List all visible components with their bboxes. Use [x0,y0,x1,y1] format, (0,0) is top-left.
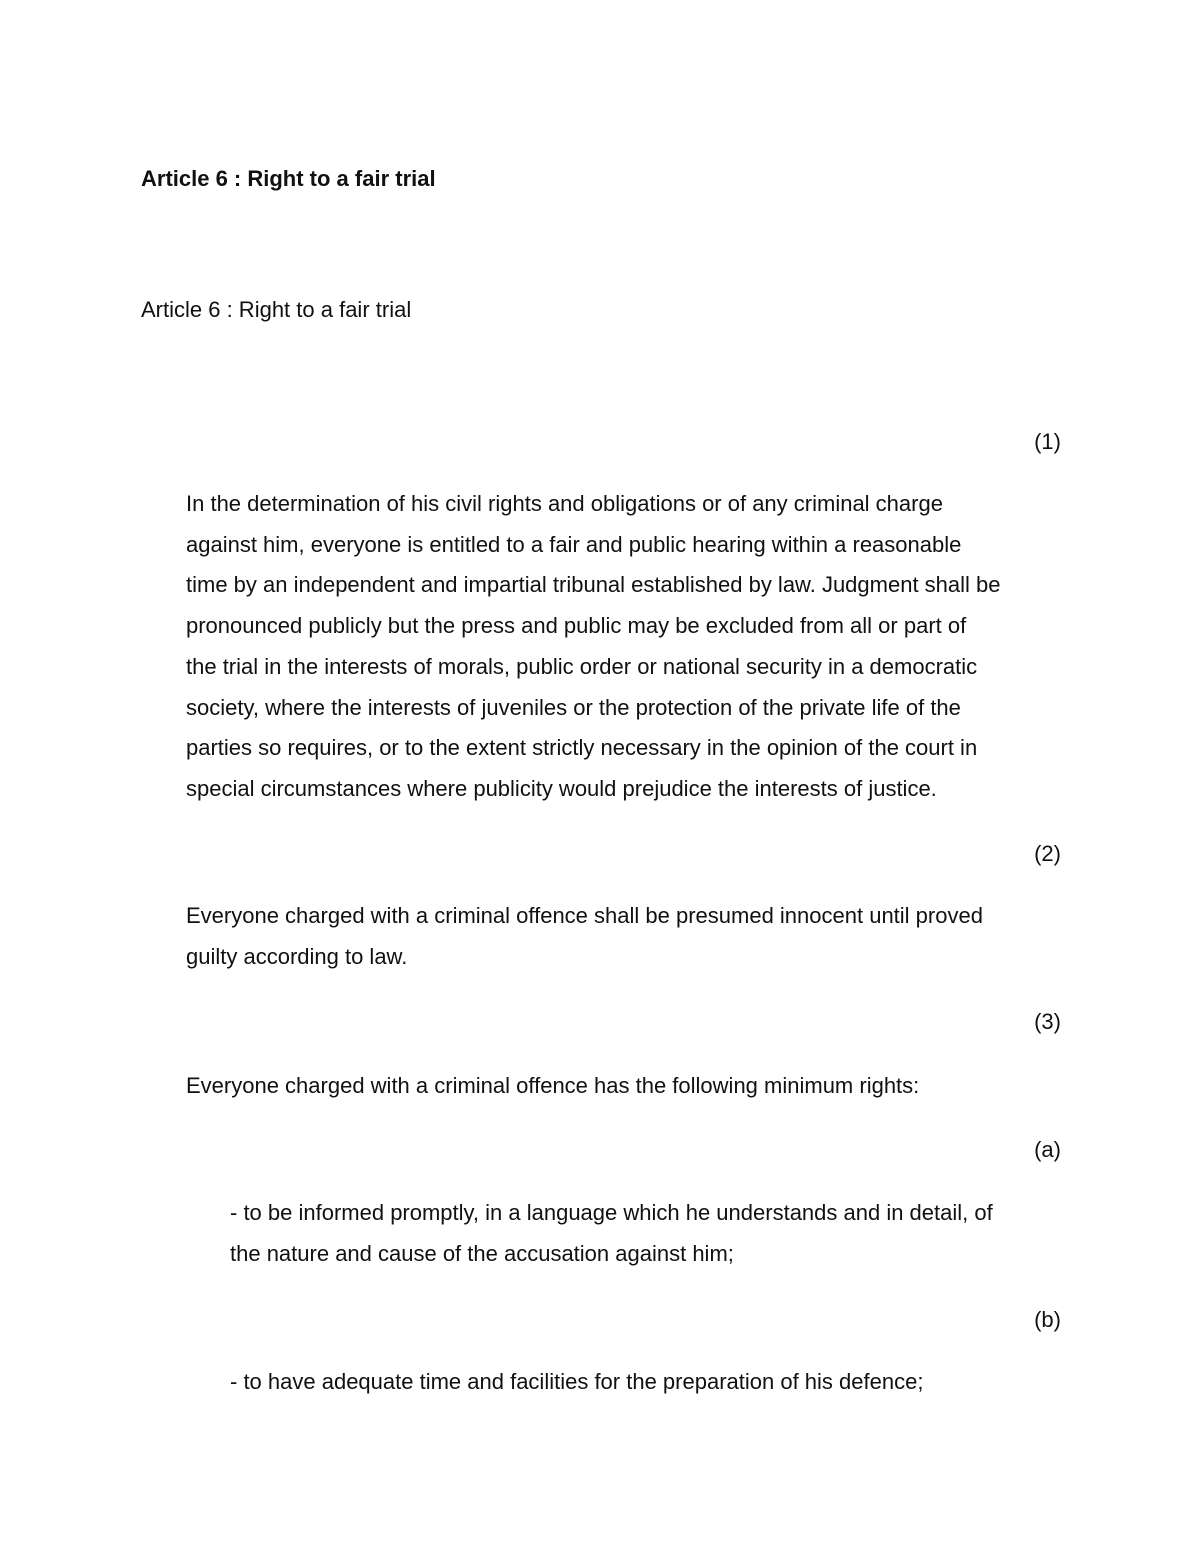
section-number-3: (3) [1034,1009,1061,1034]
section-2-line: guilty according to law. [186,943,408,969]
section-1-line: pronounced publicly but the press and public may be excluded from all or part of [186,613,967,639]
section-1-line: time by an independent and impartial tribunal established by law. Judgment shall be [186,572,1001,598]
subsection-a-line: the nature and cause of the accusation against him; [230,1240,734,1266]
section-1-line: against him, everyone is entitled to a fair and public hearing within a reasonable [186,531,962,557]
section-3-line: Everyone charged with a criminal offence has the following minimum rights: [186,1073,920,1098]
subsection-label-a: (a) [1034,1137,1061,1162]
section-number-1: (1) [1034,429,1061,454]
section-1-line: the trial in the interests of morals, public order or national security in a democratic [186,653,978,679]
document-title-bold: Article 6 : Right to a fair trial [141,166,436,191]
section-1-line: In the determination of his civil rights and obligations or of any criminal charge [186,491,943,516]
section-number-2: (2) [1034,841,1061,866]
section-3-text [186,1066,1066,1107]
section-1-line: society, where the interests of juveniles or the protection of the private life of the [186,694,961,720]
section-2-text [186,896,1066,977]
section-1-text [186,484,1066,810]
section-1-line: parties so requires, or to the extent strictly necessary in the opinion of the court in [186,735,978,761]
subsection-label-b: (b) [1034,1307,1061,1332]
subsection-a-text [230,1193,1070,1274]
subsection-a-line: - to be informed promptly, in a language which he understands and in detail, of [230,1200,993,1225]
subsection-b-line: - to have adequate time and facilities for the preparation of his defence; [230,1369,924,1394]
document-title: Article 6 : Right to a fair trial [141,297,412,322]
section-1-line: special circumstances where publicity would prejudice the interests of justice. [186,775,937,801]
subsection-b-text [230,1362,1070,1403]
section-2-line: Everyone charged with a criminal offence shall be presumed innocent until proved [186,903,983,928]
